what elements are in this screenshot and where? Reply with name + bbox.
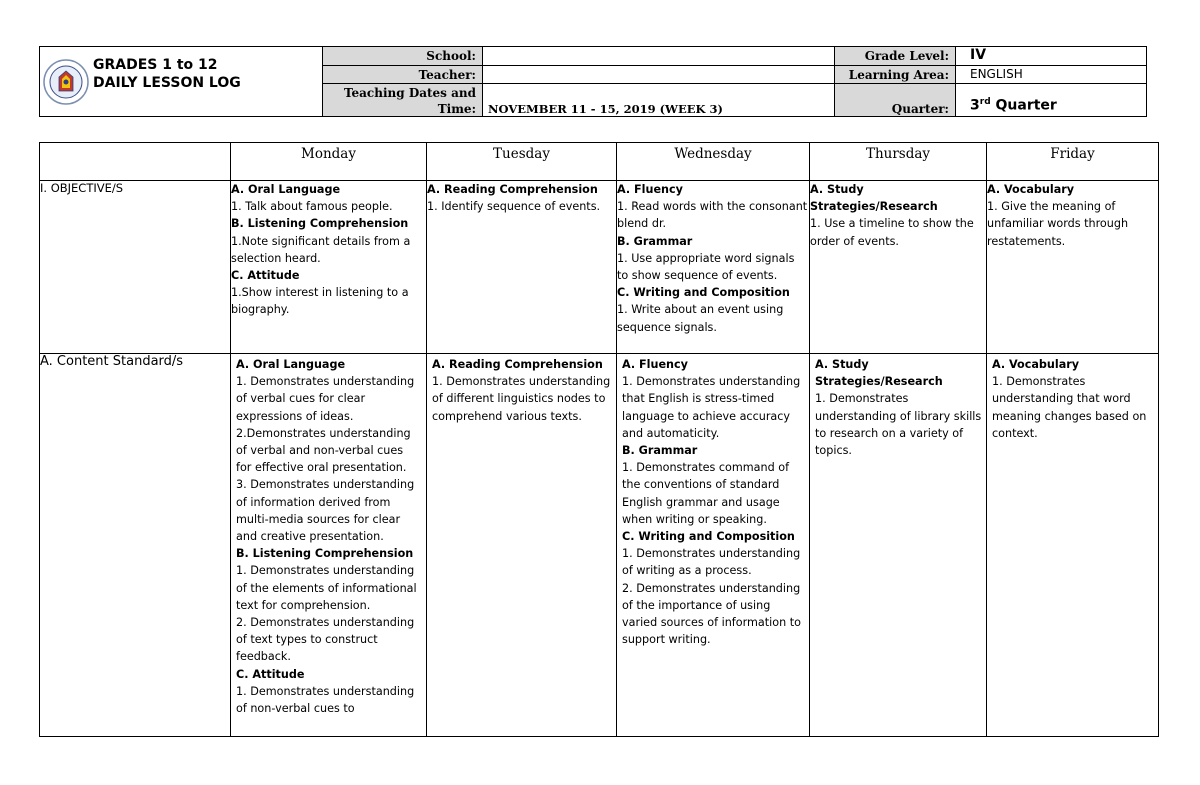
day-header-tuesday: Tuesday [427, 143, 617, 181]
content-friday-cell [987, 354, 1159, 737]
teaching-dates-label-1: Teaching Dates and [343, 86, 476, 100]
content-standards-row [40, 354, 1159, 737]
list-item: 1. Demonstrates understanding of the elements of informational text for comprehension. [236, 564, 417, 612]
objectives-wednesday [617, 181, 810, 354]
content-wednesday [617, 354, 809, 736]
day-header-thursday: Thursday [810, 143, 987, 181]
list-item: 1. Use appropriate word signals to show sequence of events. [617, 251, 795, 283]
section-heading: A. Oral Language [231, 183, 341, 196]
header-divider [834, 46, 835, 117]
section-heading: B. Grammar [617, 234, 693, 248]
list-item: 1. Demonstrates command of the conventions of standard English grammar and usage when writing or speaking. [622, 461, 790, 526]
header-divider [955, 46, 956, 117]
content-thursday-cell [810, 354, 987, 737]
header-divider [482, 46, 483, 117]
objectives-row [40, 181, 1159, 354]
section-heading: A. Fluency [617, 183, 683, 196]
objectives-friday [987, 181, 1159, 354]
day-header-friday: Friday [987, 143, 1159, 181]
school-label: School: [426, 49, 476, 63]
row-label-objectives: I. OBJECTIVE/S [40, 181, 231, 354]
section-heading: A. Study Strategies/Research [815, 358, 943, 389]
quarter-number: 3 [970, 97, 980, 114]
section-heading: C. Writing and Composition [617, 286, 790, 300]
lesson-log-table [39, 142, 1159, 737]
teaching-dates-value: NOVEMBER 11 - 15, 2019 (WEEK 3) [488, 102, 723, 116]
content-thursday [810, 354, 986, 736]
day-header-wednesday: Wednesday [617, 143, 810, 181]
list-item: 1. Demonstrates understanding of library skills to research on a variety of topics. [815, 392, 982, 458]
section-heading: B. Listening Comprehension [236, 547, 414, 561]
row-label-content-standards: A. Content Standard/s [40, 354, 231, 737]
objectives-thursday [810, 181, 987, 354]
section-heading: C. Writing and Composition [622, 530, 795, 544]
content-wednesday-cell [617, 354, 810, 737]
section-heading: C. Attitude [236, 667, 305, 681]
section-heading: B. Listening Comprehension [231, 217, 409, 231]
list-item: 1. Demonstrates understanding of different linguistics nodes to comprehend various texts. [432, 375, 611, 423]
deped-seal-icon [43, 49, 89, 115]
section-heading: A. Oral Language [236, 358, 346, 371]
teaching-dates-label-2: Time: [437, 102, 476, 116]
section-heading: A. Vocabulary [987, 183, 1075, 196]
list-item: 1. Write about an event using sequence signals. [617, 303, 784, 334]
list-item: 1. Demonstrates understanding of verbal cues for clear expressions of ideas. [236, 375, 415, 423]
list-item: 1.Note significant details from a selection heard. [231, 234, 411, 265]
quarter-word: Quarter [995, 97, 1057, 114]
list-item: 1. Give the meaning of unfamiliar words through restatements. [987, 200, 1129, 248]
section-heading: B. Grammar [622, 444, 698, 458]
content-tuesday [427, 354, 616, 736]
content-monday [231, 354, 426, 736]
objectives-monday [231, 181, 427, 354]
section-heading: C. Attitude [231, 269, 300, 283]
list-item: 1. Demonstrates understanding that word meaning changes based on context. [992, 375, 1147, 440]
learning-area-label: Learning Area: [848, 68, 949, 82]
list-item: 2. Demonstrates understanding of text types to construct feedback. [236, 616, 415, 664]
list-item: 2. Demonstrates understanding of the importance of using varied sources of information to support writing. [622, 581, 801, 647]
objectives-tuesday [427, 181, 617, 354]
section-heading: A. Fluency [622, 358, 688, 371]
list-item: 1. Demonstrates understanding of non-verbal cues to [236, 684, 415, 716]
list-item: 1. Use a timeline to show the order of events. [810, 217, 974, 248]
section-heading: A. Reading Comprehension [427, 183, 598, 196]
content-monday-cell [231, 354, 427, 737]
list-item: 1. Demonstrates understanding of writing as a process. [622, 547, 801, 578]
list-item: 1. Talk about famous people. [231, 200, 393, 214]
list-item: 1. Read words with the consonant blend dr. [617, 200, 808, 231]
quarter-suffix: rd [979, 97, 991, 107]
quarter-value [970, 97, 1057, 114]
grade-level-value: IV [970, 47, 987, 63]
day-header-monday: Monday [231, 143, 427, 181]
section-heading: A. Vocabulary [992, 358, 1080, 371]
teacher-label: Teacher: [418, 68, 476, 82]
section-heading: A. Reading Comprehension [432, 358, 603, 371]
content-tuesday-cell [427, 354, 617, 737]
header-row-line [322, 65, 1147, 66]
learning-area-value: ENGLISH [970, 67, 1023, 81]
day-header-row [40, 143, 1159, 181]
form-title-line1: GRADES 1 to 12 [93, 57, 218, 73]
corner-cell [40, 143, 231, 181]
grade-level-label: Grade Level: [864, 49, 949, 63]
list-item: 1. Demonstrates understanding that English is stress-timed language to achieve accuracy and automaticity. [622, 375, 801, 440]
header-row-line [322, 83, 1147, 84]
content-friday [987, 354, 1158, 736]
list-item: 2.Demonstrates understanding of verbal and non-verbal cues for effective oral presentation. [236, 426, 411, 475]
section-heading: A. Study Strategies/Research [810, 183, 938, 214]
list-item: 1. Identify sequence of events. [427, 200, 601, 214]
list-item: 1.Show interest in listening to a biography. [231, 286, 409, 317]
quarter-label: Quarter: [891, 102, 949, 116]
list-item: 3. Demonstrates understanding of information derived from multi-media sources for clear and creative presentation. [236, 478, 415, 544]
form-title-line2: DAILY LESSON LOG [93, 75, 241, 91]
